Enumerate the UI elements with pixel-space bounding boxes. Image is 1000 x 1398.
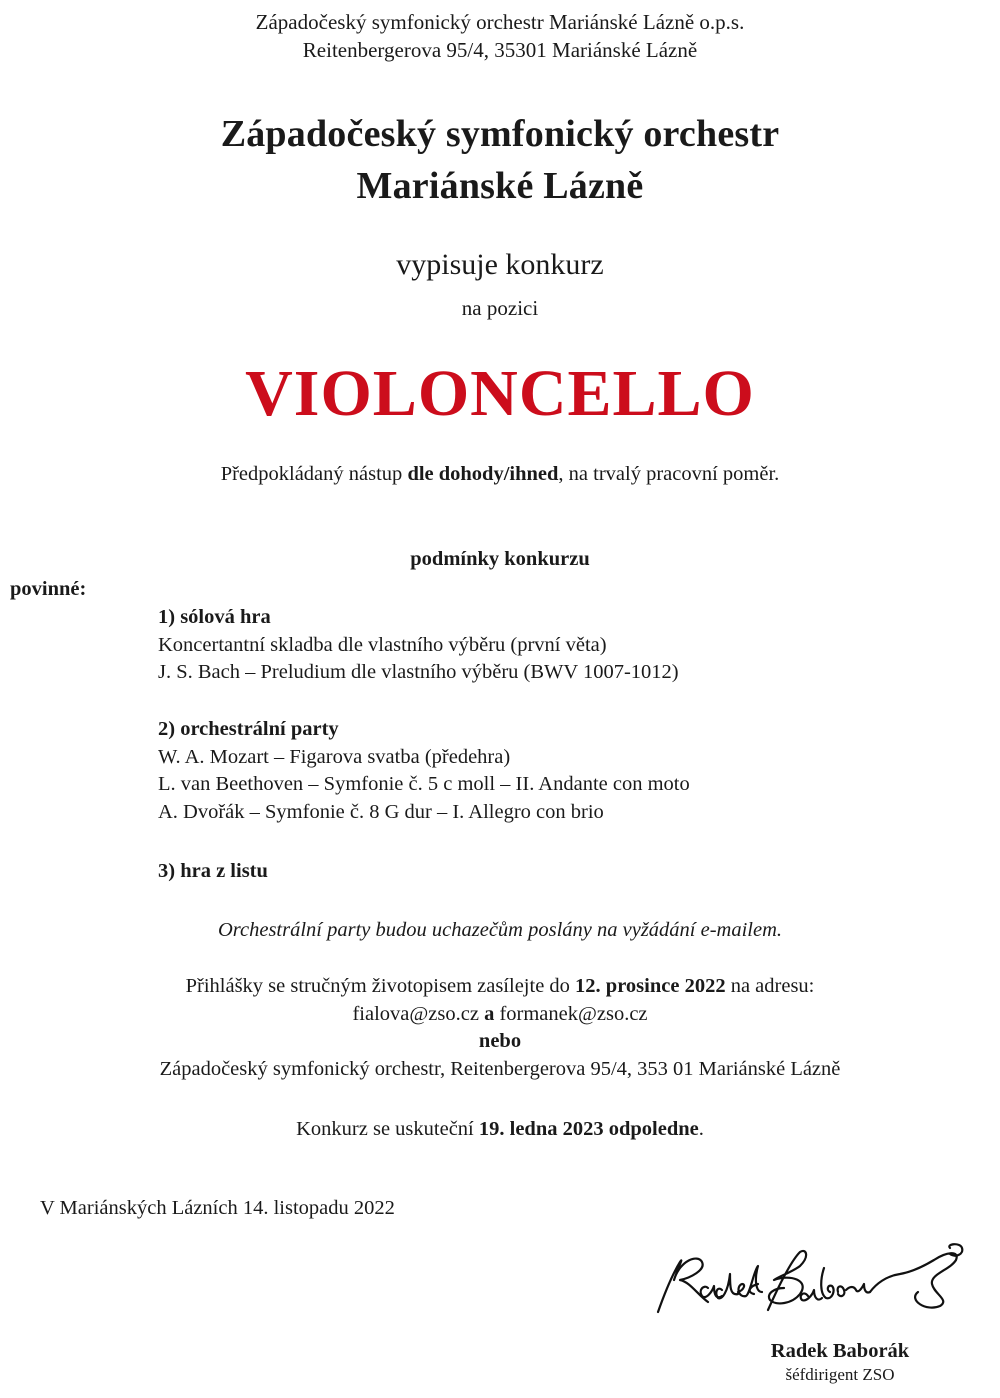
title-line-1: Západočeský symfonický orchestr bbox=[220, 113, 780, 155]
audition-date-bold: 19. ledna 2023 odpoledne bbox=[478, 1118, 699, 1140]
signatory-role: šéfdirigent ZSO bbox=[785, 1365, 895, 1384]
page-title bbox=[0, 108, 1000, 212]
email-link-fialova[interactable]: fialova@zso.cz bbox=[352, 1002, 479, 1025]
announcement-line-1: vypisuje konkurz bbox=[396, 248, 604, 281]
application-line bbox=[0, 973, 1000, 1001]
place-and-date: V Mariánských Lázních 14. listopadu 2022 bbox=[40, 1197, 395, 1219]
section-sight-reading: 3) hra z listu bbox=[158, 860, 268, 882]
application-info bbox=[0, 973, 1000, 1083]
postal-address: Západočeský symfonický orchestr, Reitenbergerova 95/4, 353 01 Mariánské Lázně bbox=[159, 1057, 841, 1080]
list-item: W. A. Mozart – Figarova svatba (předehra) bbox=[158, 745, 511, 768]
audition-suffix: . bbox=[698, 1118, 704, 1140]
start-terms bbox=[0, 461, 1000, 489]
application-prefix: Přihlášky se stručným životopisem zasílejte do bbox=[185, 975, 576, 997]
list-item: L. van Beethoven – Symfonie č. 5 c moll – II. Andante con moto bbox=[158, 773, 690, 795]
announcement-line-2: na pozici bbox=[461, 296, 539, 320]
section-solo bbox=[158, 604, 679, 687]
application-deadline: 12. prosince 2022 bbox=[575, 975, 726, 997]
letterhead-org: Západočeský symfonický orchestr Mariánské Lázně o.p.s. bbox=[255, 10, 745, 34]
letterhead bbox=[0, 8, 1000, 64]
application-suffix: na adresu: bbox=[725, 975, 815, 997]
or-label: nebo bbox=[478, 1030, 522, 1052]
audition-prefix: Konkurz se uskuteční bbox=[296, 1118, 479, 1140]
section-title: 2) orchestrální party bbox=[158, 718, 339, 740]
start-bold: dle dohody/ihned bbox=[407, 463, 559, 485]
parts-note: Orchestrální party budou uchazečům poslány na vyžádání e-mailem. bbox=[217, 919, 783, 941]
letterhead-address: Reitenbergerova 95/4, 35301 Mariánské Lázně bbox=[302, 38, 698, 62]
title-line-2: Mariánské Lázně bbox=[356, 165, 644, 207]
conditions-heading: podmínky konkurzu bbox=[410, 548, 590, 570]
mandatory-label: povinné: bbox=[10, 578, 87, 600]
position-title: VIOLONCELLO bbox=[245, 357, 755, 430]
section-orchestral bbox=[158, 716, 690, 826]
list-item: A. Dvořák – Symfonie č. 8 G dur – I. Allegro con brio bbox=[158, 800, 604, 823]
signatory-name: Radek Baborák bbox=[770, 1340, 910, 1362]
section-title: 1) sólová hra bbox=[158, 606, 271, 628]
start-prefix: Předpokládaný nástup bbox=[220, 463, 408, 485]
list-item: J. S. Bach – Preludium dle vlastního výběru (BWV 1007-1012) bbox=[158, 661, 679, 683]
audition-date bbox=[0, 1116, 1000, 1144]
email-conjunction: a bbox=[478, 1002, 500, 1025]
email-link-formanek[interactable]: formanek@zso.cz bbox=[499, 1002, 648, 1025]
list-item: Koncertantní skladba dle vlastního výběru (první věta) bbox=[158, 633, 607, 656]
signatory bbox=[740, 1338, 940, 1386]
signature-image bbox=[650, 1240, 980, 1320]
start-suffix: , na trvalý pracovní poměr. bbox=[558, 463, 780, 485]
email-line bbox=[0, 1001, 1000, 1029]
